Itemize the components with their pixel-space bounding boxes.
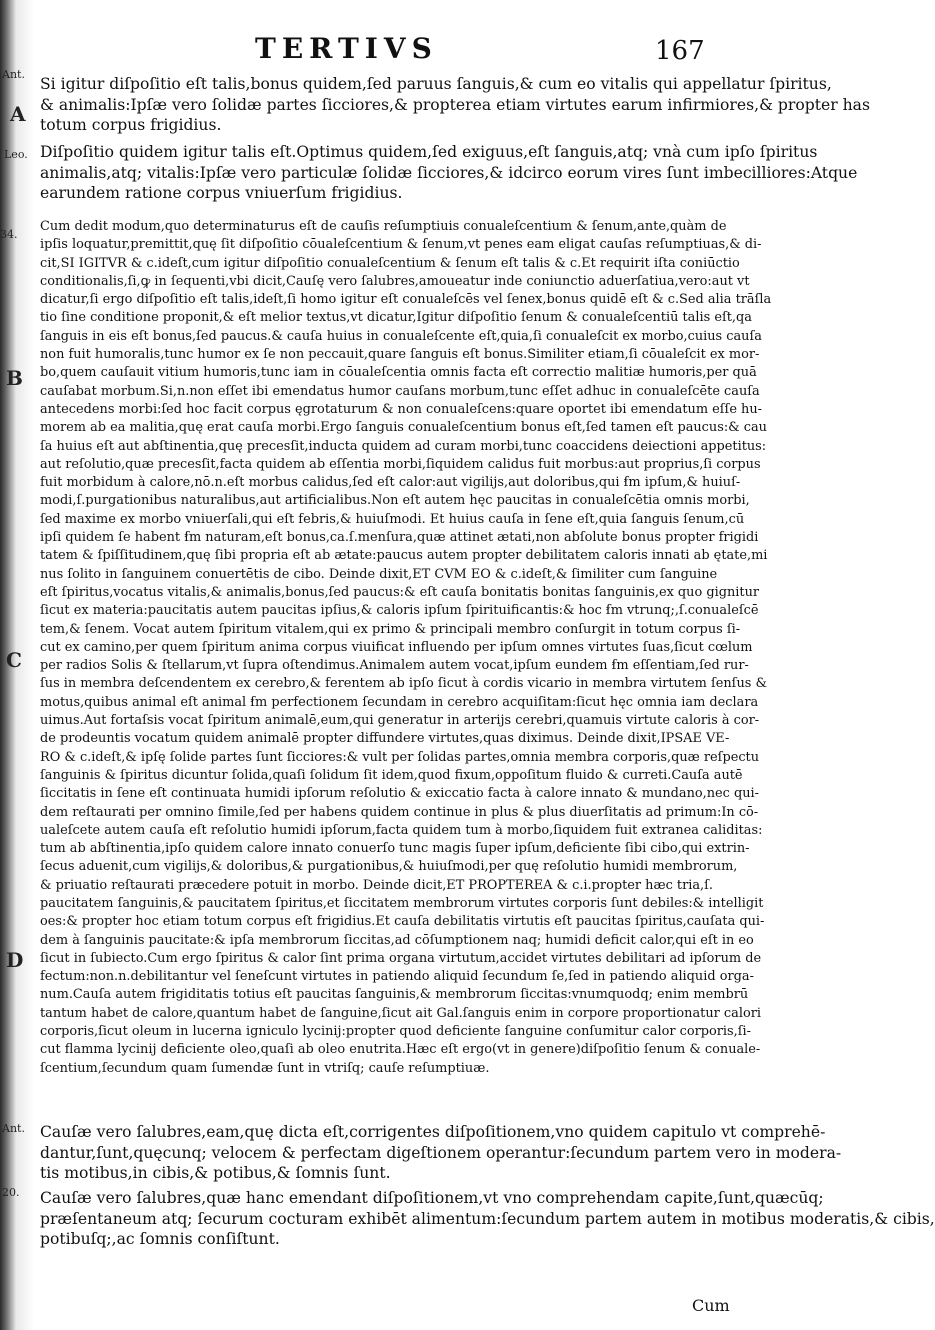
commentary-line: de prodeuntis vocatum quidem animalē propter diffundere virtutes,quas diximus. Deinde dixit,IPSAE VE- [40, 731, 730, 747]
commentary-line: fuit morbidum à calore,nō.n.eſt morbus calidus,ſed eſt calor:aut vigilijs,aut doloribus,qui ẜm ipſum,& huiuſ- [40, 475, 741, 491]
commentary-line: cit,SI IGITVR & c.ideſt,cum igitur diſpoſitio conualeſcentium & ſenum eſt talis & c.Et requirit iſta coniūctio [40, 255, 740, 271]
margin-note-20: 20. [2, 1186, 20, 1199]
commentary-line: ſed maxime ex morbo vniuerſali,qui eſt febris,& huiuſmodi. Et huius cauſa in ſene eſt,quia ſanguis ſenum,cū [40, 511, 745, 527]
commentary-line: dicatur,ſi ergo diſpoſitio eſt talis,ideſt,ſi homo igitur eſt conualeſcēs vel ſenex,bonus quidē eſt & c.Sed alia trāſla [40, 292, 772, 308]
commentary-line: Cum dedit modum,quo determinaturus eſt de cauſis reſumptiuis conualeſcentium & ſenum,ante,quàm de [40, 219, 727, 234]
margin-letter-d: D [6, 948, 24, 972]
commentary-line: ſicut ex materia:paucitatis autem paucitas ipſius,& caloris ipſum ſpirituificantis:& hoc ẜm vtrunq;,ſ.conualeſcē [40, 603, 759, 619]
page-number: 167 [655, 36, 705, 66]
commentary [40, 218, 772, 1078]
commentary-line: ſa huius eſt aut abſtinentia,quę precesſit,inducta quidem ad curam morbi,tunc coaccidens deiectioni appetitus: [40, 438, 767, 454]
text-line: tis motibus,in cibis,& potibus,& ſomnis ſunt. [40, 1164, 391, 1182]
text-line: animalis,atq; vitalis:Ipſæ vero particulæ ſolidæ ſicciores,& idcirco eorum vires ſunt imbecilliores:Atque [40, 163, 858, 182]
commentary-line: non fuit humoralis,tunc humor ex ſe non peccauit,quare ſanguis eſt bonus.Similiter etiam,ſi cōualeſcit ex mor- [40, 347, 760, 363]
commentary-line: uimus.Aut fortaſsis vocat ſpiritum animalē,eum,qui generatur in arterijs cerebri,quamuis virtute caloris à cor- [40, 713, 760, 729]
commentary-line: ſus in membra deſcendentem ex cerebro,& ferentem ab ipſo ſicut à cordis vicario in membra virtutem ſenſus & [40, 676, 767, 692]
commentary-line: cauſabat morbum.Si,n.non eſſet ibi emendatus humor cauſans morbum,tunc eſſet adhuc in conualeſcēte cauſa [40, 383, 760, 399]
margin-letter-c: C [6, 648, 22, 672]
commentary-line: tem,& ſenem. Vocat autem ſpiritum vitalem,qui ex primo & principali membro conſurgit in totum corpus ſi- [40, 621, 741, 637]
margin-note-ant-2: Ant. [2, 1122, 25, 1135]
margin-letter-a: A [10, 102, 26, 126]
commentary-line: tatem & ſpiſſitudinem,quę ſibi propria eſt ab ætate:paucus autem propter debilitatem caloris innati ab ętate,mi [40, 548, 768, 564]
text-line: Cauſæ vero ſalubres,quæ hanc emendant diſpoſitionem,vt vno comprehendam capite,ſunt,quæcūq; [40, 1189, 824, 1207]
commentary-line: paucitatem ſanguinis,& paucitatem ſpiritus,et ſiccitatem membrorum virtutes corporis ſunt debiles:& intelligit [40, 895, 764, 911]
commentary-line: per radios Solis & ſtellarum,vt ſupra oſtendimus.Animalem autem vocat,ipſum eundem ẜm eſſentiam,ſed rur- [40, 658, 749, 674]
commentary-line: fectum:non.n.debilitantur vel ſeneſcunt virtutes in patiendo aliquid ſecundum ſe,ſed in patiendo aliquid orga- [40, 969, 754, 985]
margin-note-34: 34. [0, 228, 18, 241]
text-line: potibuſq;,ac ſomnis conſiſtunt. [40, 1230, 280, 1248]
commentary-line: ipſi quidem ſe habent ẜm naturam,eſt bonus,ca.ſ.menſura,quæ attinet ætati,non abſolute bonus propter frigidi [40, 530, 759, 546]
text-line: Cauſæ vero ſalubres,eam,quę dicta eſt,corrigentes diſpoſitionem,vno quidem capitulo vt comprehē- [40, 1123, 826, 1141]
commentary-line: nus ſolito in ſanguinem conuertētis de cibo. Deinde dixit,ET CVM EO & c.ideſt,& ſimiliter cum ſanguine [40, 566, 718, 582]
commentary-line: morem ab ea malitia,quę erat cauſa morbi.Ergo ſanguis conualeſcentium bonus eſt,ſed tamen eſt paucus:& cau [40, 420, 767, 436]
commentary-line: motus,quibus animal eſt animal ẜm perfectionem ſecundam in cerebro acquiſitam:ſicut hęc omnia iam declara [40, 694, 759, 710]
lemma-antiqua [40, 74, 870, 136]
commentary-line: ſiccitatis in ſene eſt continuata humidi ipſorum reſolutio & exiccatio facta à calore innato & mundano,nec qui- [40, 786, 760, 802]
lemma-antiqua-2 [40, 1122, 842, 1184]
text-line: Diſpoſitio quidem igitur talis eſt.Optimus quidem,ſed exiguus,eſt ſanguis,atq; vnà cum ipſo ſpiritus [40, 143, 818, 161]
commentary-line: num.Cauſa autem frigiditatis totius eſt paucitas ſanguinis,& membrorum ſiccitas:vnumquodq; enim membrū [40, 987, 749, 1003]
catchword: Cum [692, 1296, 730, 1315]
commentary-line: ipſis loquatur,premittit,quę ſit diſpoſitio cōualeſcentium & ſenum,vt penes eam eligat cauſas reſumptiuas,& di- [40, 237, 762, 253]
commentary-line: cut ex camino,per quem ſpiritum anima corpus viuificat influendo per ipſum omnes virtutes ſuas,ſicut cœlum [40, 639, 753, 655]
commentary-line: ſanguinis & ſpiritus dicuntur ſolida,quaſi ſolidum ſit idem,quod fixum,oppoſitum fluido & curreti.Cauſa autē [40, 767, 743, 783]
text-line: Si igitur diſpoſitio eſt talis,bonus quidem,ſed paruus ſanguis,& cum eo vitalis qui appellatur ſpiritus, [40, 75, 832, 93]
margin-note-leo: Leo. [4, 148, 28, 161]
margin-note-ant: Ant. [2, 68, 25, 81]
text-line: dantur,ſunt,quęcunq; velocem & perfectam digeſtionem operantur:ſecundum partem vero in modera- [40, 1143, 842, 1162]
commentary-line: antecedens morbi:ſed hoc facit corpus ęgrotaturum & non conualeſcens:quare oportet ibi emendatum eſſe hu- [40, 401, 763, 417]
commentary-line: bo,quem cauſauit vitium humoris,tunc iam in cōualeſcentia omnis facta eſt correctio malitiæ humoris,per quā [40, 365, 757, 381]
commentary-line: corporis,ſicut oleum in lucerna igniculo lycinij:propter quod deficiente ſanguine conſumitur calor corporis,ſi- [40, 1024, 752, 1040]
commentary-line: & priuatio reſtaurati præcedere potuit in morbo. Deinde dicit,ET PROPTEREA & c.i.propter hæc tria,ſ. [40, 877, 714, 893]
text-line: earundem ratione corpus vniuerſum frigidius. [40, 184, 403, 202]
commentary-line: oes:& propter hoc etiam totum corpus eſt frigidius.Et cauſa debilitatis virtutis eſt paucitas ſpiritus,cauſata qui- [40, 914, 765, 930]
commentary-line: modi,ſ.purgationibus naturalibus,aut artificialibus.Non eſt autem hęc paucitas in conualeſcētia omnis morbi, [40, 493, 750, 509]
commentary-line: ſcentium,ſecundum quam ſumendæ ſunt in vtriſq; cauſe reſumptiuæ. [40, 1060, 490, 1076]
commentary-line: ſecus aduenit,cum vigilijs,& doloribus,& purgationibus,& huiuſmodi,per quę reſolutio humidi membrorum, [40, 859, 738, 875]
margin-letter-b: B [6, 366, 23, 390]
commentary-line: dem reſtaurati per omnino ſimile,ſed per habens quidem continue in plus & plus diuerſitatis ad primum:In cō- [40, 804, 759, 820]
commentary-line: conditionalis,ſi,ꝙ in ſequenti,vbi dicit,Cauſę vero ſalubres,amoueatur inde coniunctio aduerſatiua,vero:aut vt [40, 273, 750, 289]
commentary-line: ſicut in ſubiecto.Cum ergo ſpiritus & calor ſint prima organa virtutum,accidet virtutes debilitari ad ipſorum de [40, 950, 762, 966]
commentary-line: RO & c.ideſt,& ipſę ſolide partes ſunt ſicciores:& vult per ſolidas partes,omnia membra corporis,quæ reſpectu [40, 749, 760, 765]
text-line: & animalis:Ipſæ vero ſolidæ partes ſicciores,& propterea etiam virtutes earum infirmiores,& propter has [40, 95, 870, 114]
commentary-line: cut flamma lycinij deficiente oleo,quaſi ab oleo enutrita.Hæc eſt ergo(vt in genere)diſpoſitio ſenum & conuale- [40, 1042, 761, 1058]
text-line: præſentaneum atq; ſecurum cocturam exhibēt alimentum:ſecundum partem autem in motibus moderatis,& cibis, [40, 1209, 935, 1228]
commentary-line: dem à ſanguinis paucitate:& ipſa membrorum ſiccitas,ad cōſumptionem naq; humidi deficit calor,qui eſt in eo [40, 932, 754, 948]
running-title: TERTIVS [255, 32, 438, 65]
commentary-line: tum ab abſtinentia,ipſo quidem calore innato conuerſo tunc magis ſuper ipſum,deficiente ſibi cibo,qui extrin- [40, 841, 750, 857]
commentary-line: eſt ſpiritus,vocatus vitalis,& animalis,bonus,ſed paucus:& eſt cauſa bonitatis bonitas ſanguinis,ex quo gignitur [40, 584, 760, 600]
commentary-line: tio ſine conditione proponit,& eſt melior textus,vt dicatur,Igitur diſpoſitio ſenum & conualeſcentiū talis eſt,qa [40, 310, 752, 326]
commentary-line: aut reſolutio,quæ precesſit,facta quidem ab eſſentia morbi,ſiquidem calidus fuit morbus:aut proprius,ſi corpus [40, 456, 761, 472]
commentary-line: ualeſcete autem cauſa eſt reſolutio humidi ipſorum,facta quidem tum à morbo,ſiquidem fuit extranea caliditas: [40, 822, 763, 838]
commentary-line: ſanguis in eis eſt bonus,ſed paucus.& cauſa huius in conualeſcente eſt,quia,ſi conualeſcit ex morbo,cuius cauſa [40, 328, 762, 344]
lemma-leoniceno [40, 142, 858, 204]
text-line: totum corpus frigidius. [40, 116, 222, 134]
commentary-line: tantum habet de calore,quantum habet de ſanguine,ſicut ait Gal.ſanguis enim in corpore proportionatur calori [40, 1005, 761, 1021]
lemma-leoniceno-2 [40, 1188, 935, 1250]
